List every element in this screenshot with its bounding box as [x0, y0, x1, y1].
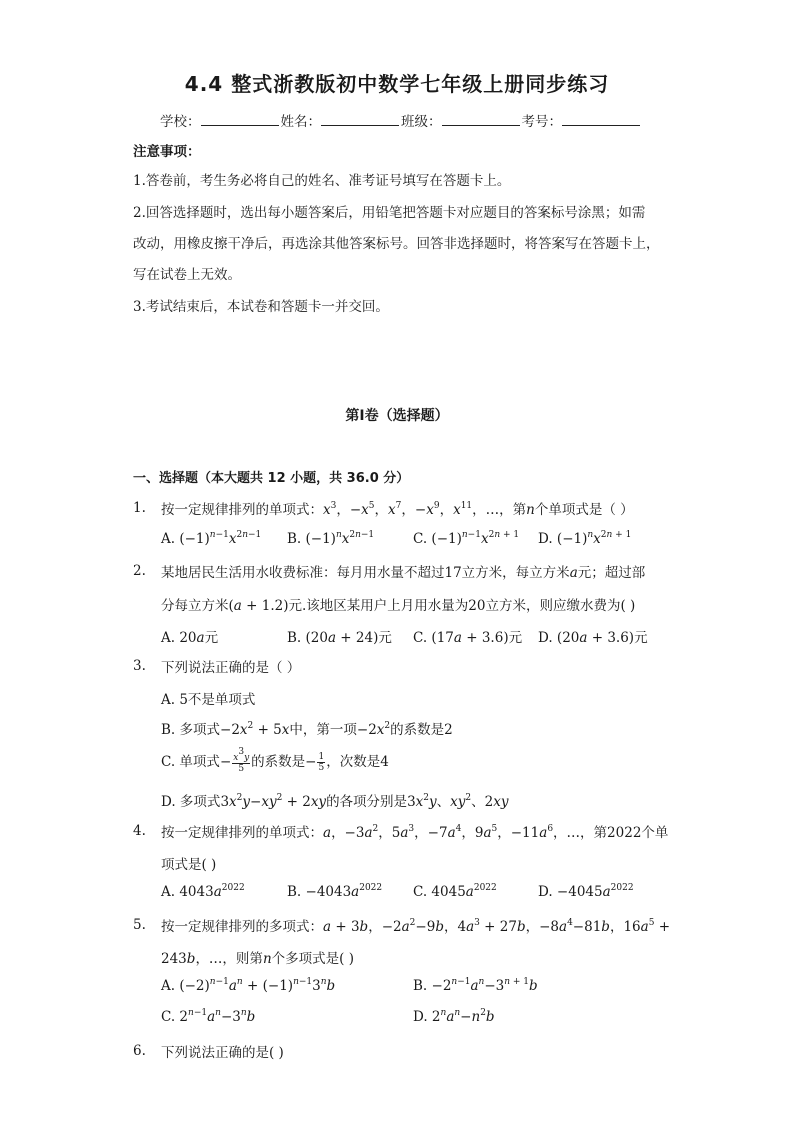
question-4-number: 4. — [133, 823, 146, 839]
q4-option-d[interactable]: D. $-4045a^{2022}$ — [538, 883, 634, 900]
q2-d-rest: + 3.6)元 — [587, 630, 648, 646]
question-4-line-2: 项式是( ) — [161, 857, 217, 873]
notice-heading: 注意事项： — [133, 144, 201, 160]
q5-line2-text-c: 个多项式是( ) — [271, 951, 354, 967]
question-5-number: 5. — [133, 917, 146, 933]
q2-a-unit: 元 — [204, 630, 219, 646]
q2-option-a[interactable]: A. 20a元 — [161, 630, 219, 646]
q5-option-d[interactable]: D. $2^na^n-n^2b$ — [413, 1008, 495, 1025]
question-1-stem: 按一定规律排列的单项式：$x^3$，$-x^5$，$x^7$，$-x^9$，$x^{11}$，…，第n个单项式是（ ） — [161, 501, 634, 518]
question-2-number: 2. — [133, 563, 146, 579]
page-title: 4.4 整式浙教版初中数学七年级上册同步练习 — [184, 72, 610, 96]
question-2-line-1: 某地居民生活用水收费标准：每月用水量不超过17立方米，每立方米a元；超过部 — [161, 565, 646, 581]
q3-option-a[interactable]: A. 5不是单项式 — [161, 692, 256, 708]
q2-line1-end: 元；超过部 — [577, 565, 646, 581]
q1-stem-text-a: 按一定规律排列的单项式： — [161, 502, 323, 518]
q2-line1-text: 某地居民生活用水收费标准：每月用水量不超过17立方米，每立方米 — [161, 565, 570, 581]
q3-b-text-a: B. 多项式 — [161, 722, 221, 738]
q3-c-text-b: 的系数是 — [251, 754, 306, 770]
q5-option-a[interactable]: A. $(-2)^{n-1}a^n + (-1)^{n-1}3^nb$ — [161, 977, 336, 994]
exam-no-label: 考号： — [521, 114, 562, 130]
q3-option-d[interactable]: D. 多项式$3x^2y-xy^2 + 2xy$的各项分别是$3x^2y$、$xy^2$、2xy — [161, 793, 509, 810]
q2-line2-text-a: 分每立方米 — [161, 598, 229, 614]
exam-no-blank[interactable] — [562, 111, 640, 126]
name-label: 姓名： — [280, 114, 321, 130]
name-blank[interactable] — [321, 111, 399, 126]
q3-c-text-c: ，次数是4 — [326, 754, 389, 770]
notice-item-3: 3.考试结束后，本试卷和答题卡一并交回。 — [133, 299, 389, 315]
q1-stem-text-c: 个单项式是（ ） — [534, 502, 634, 518]
section-title: 第Ⅰ卷（选择题） — [345, 408, 449, 424]
q3-c-fraction-coef: $\frac{1}{5}$ — [318, 752, 325, 773]
q5-line1-text-a: 按一定规律排列的多项式： — [161, 919, 323, 935]
question-5-line-1: 按一定规律排列的多项式：a + 3b，$-2a^2-9b$，$4a^3 + 27b$，$-8a^4-81b$，$16a^5$ + — [161, 918, 671, 935]
q4-option-b[interactable]: B. $-4043a^{2022}$ — [287, 883, 383, 900]
question-2-line-2: 分每立方米(a + 1.2)元.该地区某用户上月用水量为20立方米，则应缴水费为( ) — [161, 598, 636, 614]
q3-c-text-a: C. 单项式 — [161, 754, 220, 770]
q3-option-c[interactable]: C. 单项式− $\frac{x^3y}{5}$ 的系数是− $\frac{1}{5}$ ，次数是4 — [161, 746, 389, 774]
q3-b-text-b: 中，第一项 — [289, 722, 357, 738]
school-label: 学校： — [160, 114, 201, 130]
q1-option-a[interactable]: A. $(-1)^{n-1}x^{2n-1}$ — [161, 530, 262, 547]
question-6-number: 6. — [133, 1043, 146, 1059]
q3-d-text-d: 、 — [471, 794, 485, 810]
student-info-row — [160, 110, 660, 130]
q5-line2-text-b: ，…，则第 — [195, 951, 263, 967]
question-6-stem: 下列说法正确的是( ) — [161, 1045, 284, 1061]
part-heading: 一、选择题（本大题共 12 小题，共 36.0 分） — [133, 471, 410, 486]
q3-c-fraction: $\frac{x^3y}{5}$ — [233, 746, 250, 774]
q3-option-b[interactable]: B. 多项式$-2x^2 + 5x$中，第一项$-2x^2$的系数是2 — [161, 721, 453, 738]
question-3-number: 3. — [133, 658, 146, 674]
q1-stem-text-b: ，…，第 — [472, 502, 527, 518]
q5-option-c[interactable]: C. $2^{n-1}a^n-3^nb$ — [161, 1008, 256, 1025]
q3-d-text-c: 、 — [436, 794, 451, 810]
q4-line1-text-b: ，…，第2022个单 — [553, 825, 669, 841]
q3-b-text-c: 的系数是2 — [390, 722, 453, 738]
question-1-number: 1. — [133, 500, 146, 516]
q2-a-text: A. 20 — [161, 630, 197, 646]
q1-option-c[interactable]: C. $(-1)^{n-1}x^{2n + 1}$ — [413, 530, 520, 547]
q3-d-text-a: D. 多项式 — [161, 794, 221, 810]
q2-line2-text-b: 元.该地区某用户上月用水量为20立方米，则应缴水费为( ) — [288, 598, 636, 614]
q2-d-text: D. (20 — [538, 630, 580, 646]
q2-c-rest: + 3.6)元 — [461, 630, 523, 646]
q2-option-b[interactable]: B. (20a + 24)元 — [287, 630, 392, 646]
q1-option-b[interactable]: B. $(-1)^nx^{2n-1}$ — [287, 530, 375, 547]
question-5-line-2: 243b，…，则第n个多项式是( ) — [161, 951, 354, 967]
question-4-line-1: 按一定规律排列的单项式：a，$-3a^2$，$5a^3$，$-7a^4$，$9a^5$，$-11a^6$，…，第2022个单 — [161, 824, 669, 841]
notice-item-2-line-3: 写在试卷上无效。 — [133, 267, 241, 283]
notice-item-1: 1.答卷前，考生务必将自己的姓名、准考证号填写在答题卡上。 — [133, 173, 511, 189]
class-label: 班级： — [401, 114, 442, 130]
q5-option-b[interactable]: B. $-2^{n-1}a^n-3^{n + 1}b$ — [413, 977, 538, 994]
q1-option-d[interactable]: D. $(-1)^nx^{2n + 1}$ — [538, 530, 632, 547]
question-3-stem: 下列说法正确的是（ ） — [161, 660, 301, 676]
q2-option-d[interactable]: D. (20a + 3.6)元 — [538, 630, 648, 646]
notice-item-2-line-2: 改动，用橡皮擦干净后，再选涂其他答案标号。回答非选择题时，将答案写在答题卡上， — [133, 236, 660, 252]
notice-item-2-line-1: 2.回答选择题时，选出每小题答案后，用铅笔把答题卡对应题目的答案标号涂黑；如需 — [133, 205, 646, 221]
q4-option-a[interactable]: A. $4043a^{2022}$ — [161, 883, 245, 900]
q2-b-rest: + 24)元 — [336, 630, 392, 646]
q2-c-text: C. (17 — [413, 630, 454, 646]
school-blank[interactable] — [201, 111, 279, 126]
q3-d-text-b: 的各项分别是 — [326, 794, 408, 810]
q4-option-c[interactable]: C. $4045a^{2022}$ — [413, 883, 497, 900]
q2-b-text: B. (20 — [287, 630, 328, 646]
class-blank[interactable] — [442, 111, 520, 126]
q4-line1-text-a: 按一定规律排列的单项式： — [161, 825, 323, 841]
q2-option-c[interactable]: C. (17a + 3.6)元 — [413, 630, 523, 646]
